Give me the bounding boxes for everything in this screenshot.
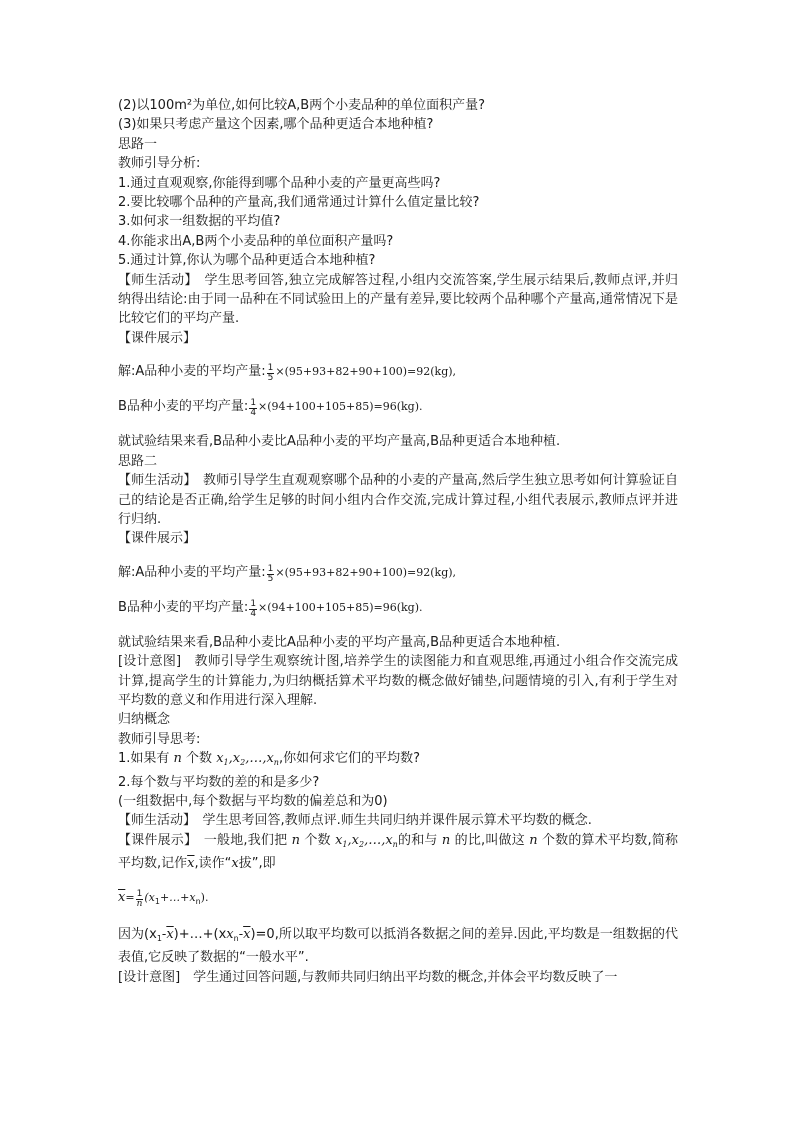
analysis-step: 3.如何求一组数据的平均值? (118, 214, 281, 230)
idea-1-heading: 思路一 (118, 136, 158, 152)
solution-a-expression: ×(95+93+82+90+100)=92(kg), (275, 365, 457, 379)
deviation-explanation: 因为$(x_1-\overline{x})+\dots+(xx_n-\overline{x})=0$,所以取平均数可以抵消各数据之间的差异.因此,平均数是一组数据的代表值,它反映了数据的“一般水平”. (118, 927, 678, 966)
solution-a-line (118, 563, 678, 584)
design-intent: [设计意图] 教师引导学生观察统计图,培养学生的读图能力和直观思维,再通过小组合作交流完成计算,提高学生的计算能力,为归纳概括算术平均数的概念做好铺垫,问题情境的引入,有利于学生对平均数的意义和作用进行深入理解. (118, 654, 678, 708)
definition-paragraph: 【课件展示】 一般地,我们把 n 个数 $x_1,x_2,\dots,x_n$的和与 n 的比,叫做这 n 个数的算术平均数,简称平均数,记作$\overline{x}$,读作“x拔”,即 (118, 832, 679, 872)
concept-question-2: 2.每个数与平均数的差的和是多少? (118, 774, 320, 790)
solution-b-line (118, 598, 678, 619)
fraction-one-fifth: $\frac{1}{5}$ (267, 363, 274, 384)
fraction-one-fifth: $\frac{1}{5}$ (267, 563, 274, 584)
document-body (118, 96, 678, 987)
analysis-step: 5.通过计算,你认为哪个品种更适合本地种植? (118, 253, 376, 269)
mean-formula: $\overline{x}=$ $\frac{1}{n}$ $(x_1+\dots+x_n)$. (118, 888, 209, 909)
solution-b-expression: ×(94+100+105+85)=96(kg). (258, 600, 423, 614)
question-3: (3)如果只考虑产量这个因素,哪个品种更适合本地种植? (118, 117, 434, 133)
solution-conclusion: 就试验结果来看,B品种小麦比A品种小麦的平均产量高,B品种更适合本地种植. (118, 634, 561, 650)
design-intent: [设计意图] 学生通过回答问题,与教师共同归纳出平均数的概念,并体会平均数反映了一 (118, 969, 618, 985)
courseware-heading: 【课件展示】 (118, 531, 197, 547)
analysis-step: 1.通过直观观察,你能得到哪个品种小麦的产量更高些吗? (118, 175, 441, 191)
fraction-one-fourth: $\frac{1}{4}$ (250, 598, 257, 619)
teacher-analysis-heading: 教师引导分析: (118, 156, 201, 172)
analysis-step: 2.要比较哪个品种的产量高,我们通常通过计算什么值定量比较? (118, 195, 480, 211)
concept-question-1: 1.如果有 n 个数 $x_1,x_2,\dots,x_n$,你如何求它们的平均数? (118, 751, 420, 768)
solution-a-label: 解:A品种小麦的平均产量: (118, 564, 266, 580)
solution-b-line (118, 397, 678, 418)
concept-heading: 归纳概念 (118, 712, 171, 728)
fraction-one-over-n: $\frac{1}{n}$ (136, 888, 143, 909)
solution-a-expression: ×(95+93+82+90+100)=92(kg), (275, 565, 457, 579)
analysis-step: 4.你能求出A,B两个小麦品种的单位面积产量吗? (118, 233, 394, 249)
solution-b-expression: ×(94+100+105+85)=96(kg). (258, 400, 423, 414)
teacher-student-activity: 【师生活动】 教师引导学生直观观察哪个品种的小麦的产量高,然后学生独立思考如何计算验证自己的结论是否正确,给学生足够的时间小组内合作交流,完成计算过程,小组代表展示,教师点评并进行归纳. (118, 473, 678, 527)
solution-a-label: 解:A品种小麦的平均产量: (118, 364, 266, 380)
solution-conclusion: 就试验结果来看,B品种小麦比A品种小麦的平均产量高,B品种更适合本地种植. (118, 434, 561, 450)
solution-b-label: B品种小麦的平均产量: (118, 599, 249, 615)
question-2: (2)以100m²为单位,如何比较A,B两个小麦品种的单位面积产量? (118, 98, 486, 113)
teacher-student-activity: 【师生活动】 学生思考回答,教师点评.师生共同归纳并课件展示算术平均数的概念. (118, 813, 592, 829)
idea-2-heading: 思路二 (118, 453, 158, 469)
fraction-one-fourth: $\frac{1}{4}$ (250, 398, 257, 419)
solution-b-label: B品种小麦的平均产量: (118, 399, 249, 415)
teacher-student-activity: 【师生活动】 学生思考回答,独立完成解答过程,小组内交流答案,学生展示结果后,教师点评,并归纳得出结论:由于同一品种在不同试验田上的产量有差异,要比较两个品种哪个产量高,通常情况下是比较它们的平均产量. (118, 272, 678, 327)
teacher-think-heading: 教师引导思考: (118, 731, 201, 747)
concept-note: (一组数据中,每个数据与平均数的偏差总和为0) (118, 793, 388, 809)
solution-a-line (118, 362, 678, 383)
courseware-heading: 【课件展示】 (118, 330, 197, 346)
